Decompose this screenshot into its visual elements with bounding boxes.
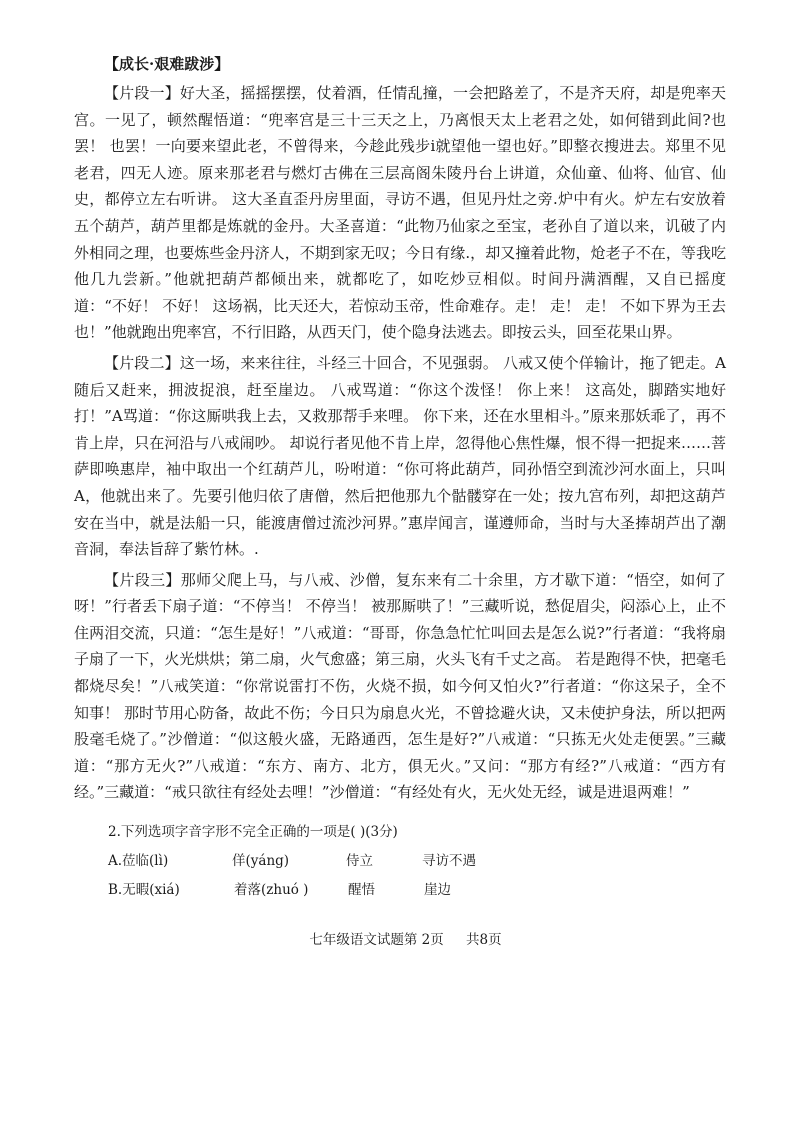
option-b-word-3: 醒悟 [348, 882, 375, 899]
reading-passage [74, 52, 726, 902]
option-a-word-3: 侍立 [346, 853, 373, 870]
passage-paragraph-2: 【片段二】这一场，来来往往，斗经三十回合，不见强弱。 八戒又使个佯输计，拖了钯走。A 随后又赶来，拥波捉浪，赶至崖边。 八戒骂道：“你这个泼怪！ 你上来！ 这高处，脚踏实地好打！”A骂道：“你这厮哄我上去，又救那帮手来哩。 你下来，还在水里相斗。”原来那妖乖了，再不肯上岸，只在河沿与八戒闹吵。 却说行者见他不肯上岸，忽得他心焦性爆，恨不得一把捉来……菩萨即唤惠岸，袖中取出一个红葫芦儿，吩咐道：“你可将此葫芦，同孙悟空到流沙河水面上，只叫A，他就出来了。先要引他归依了唐僧，然后把他那九个骷髅穿在一处；按九宫布列，却把这葫芦安在当中，就是法船一只，能渡唐僧过流沙河界。”惠岸闻言，谨遵师命，当时与大圣捧胡芦出了潮音洞，奉法旨辞了紫竹林。. [74, 353, 726, 559]
question-2: 2.下列选项字音字形不完全正确的一项是( )(3分) [108, 824, 398, 841]
option-a-word-2: 佯(yáng) [232, 853, 290, 870]
option-a [108, 849, 726, 873]
section-title: 【成长·艰难跋涉】 [104, 55, 230, 73]
option-a-word-4: 寻访不遇 [422, 853, 476, 870]
page-total: 共8页 [466, 932, 502, 948]
option-b-word-2: 着落(zhuó ) [234, 882, 309, 899]
page-footer [0, 930, 793, 950]
option-b [108, 878, 726, 902]
option-b-word-4: 崖边 [424, 882, 451, 899]
option-b-word-1: B.无暇(xiá) [108, 882, 180, 899]
passage-paragraph-1: 【片段一】好大圣，摇摇摆摆，仗着酒，任情乱撞，一会把路差了，不是齐天府，却是兜率天宫。一见了，顿然醒悟道：“兜率宫是三十三天之上，乃离恨天太上老君之处，如何错到此间?也罢！ 也罢！一向要来望此老，不曾得来，今趁此残步i就望他一望也好。”即整衣搜进去。郑里不见老君，四无人迹。原来那老君与燃灯古佛在三层高阁朱陵丹台上讲道，众仙童、仙将、仙官、仙史，都停立左右听讲。 这大圣直歪丹房里面，寻访不遇，但见丹灶之旁.炉中有火。炉左右安放着五个葫芦，葫芦里都是炼就的金丹。大圣喜道：“此物乃仙家之至宝，老孙自了道以来，讥破了内外相同之理，也要炼些金丹济人，不期到家无叹；今日有缘.，却又撞着此物，炝老子不在，等我吃他几九尝新。”他就把葫芦都倾出来，就都吃了，如吃炒豆相似。时间丹满酒醒，又自已摇度道：“不好！ 不好！ 这场祸，比天还大，若惊动玉帝，性命难存。走！ 走！ 走！ 不如下界为王去也！”他就跑出兜率宫，不行旧路，从西天门，使个隐身法逃去。即按云头，回至花果山界。 [74, 84, 726, 342]
passage-paragraph-3: 【片段三】那师父爬上马，与八戒、沙僧，复东来有二十余里，方才歇下道：“悟空，如何了呀！”行者丢下扇子道：“不停当！ 不停当！ 被那厮哄了！”三藏听说，愁促眉尖，闷添心上，止不住两泪交流，只道：“怎生是好！”八戒道：“哥哥，你急急忙忙叫回去是怎么说?”行者道：“我将扇子扇了一下，火光烘烘；第二扇，火气愈盛；第三扇，火头飞有千丈之高。 若是跑得不快，把毫毛都烧尽矣！”八戒笑道：“你常说雷打不伤，火烧不损，如今何又怕火?”行者道：“你这呆子，全不知事！ 那时节用心防备，故此不伤；今日只为扇息火光，不曾捻避火诀，又未使护身法，所以把两股毫毛烧了。”沙僧道：“似这般火盛，无路通西，怎生是好?”八戒道：“只拣无火处走便罢。”三藏道：“那方无火?”八戒道：“东方、南方、北方，俱无火。”又问：“那方有经?”八戒道：“西方有经。”三藏道：“戒只欲往有经处去哩！”沙僧道：“有经处有火，无火处无经，诚是进退两难！” [74, 570, 726, 802]
option-a-word-1: A.莅临(lì) [108, 853, 169, 870]
page-number: 七年级语文试题第 2页 [309, 932, 444, 948]
